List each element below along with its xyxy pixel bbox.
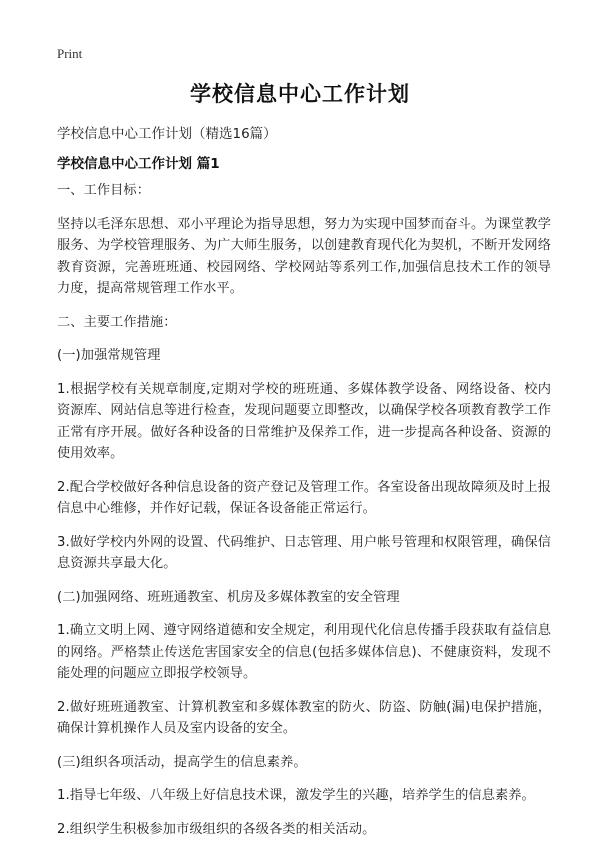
paragraph-subsection-2: (二)加强网络、班班通教室、机房及多媒体教室的安全管理 (57, 589, 400, 605)
paragraph-item: 1.确立文明上网、遵守网络道德和安全规定，利用现代化信息传播手段获取有益信息的网络。严格禁止传送危害国家安全的信息(包括多媒体信息)、不健康资料，发现不能处理的问题应立即报学校领导。 (57, 623, 551, 681)
paragraph-goal-text: 坚持以毛泽东思想、邓小平理论为指导思想，努力为实现中国梦而奋斗。为课堂教学服务、为学校管理服务、为广大师生服务，以创建教育现代化为契机，不断开发网络教育资源，完善班班通、校园网络、学校网站等系列工作,加强信息技术工作的领导力度，提高常规管理工作水平。 (57, 216, 551, 296)
paragraph-subsection-3: (三)组织各项活动，提高学生的信息素养。 (57, 754, 307, 770)
paragraph-item: 2.配合学校做好各种信息设备的资产登记及管理工作。各室设备出现故障须及时上报信息中心维修，并作好记载，保证各设备能正常运行。 (57, 479, 551, 516)
document-body (57, 180, 551, 852)
paragraph-item: 1.指导七年级、八年级上好信息技术课，激发学生的兴趣，培养学生的信息素养。 (57, 788, 535, 803)
paragraph-item: 1.根据学校有关规章制度,定期对学校的班班通、多媒体教学设备、网络设备、校内资源库、网站信息等进行检查，发现问题要立即整改，以确保学校各项教育教学工作正常有序开展。做好各种设备的日常维护及保养工作，进一步提高各种设备、资源的使用效率。 (57, 381, 551, 461)
paragraph-item: 2.做好班班通教室、计算机教室和多媒体教室的防火、防盗、防触(漏)电保护措施，确保计算机操作人员及室内设备的安全。 (57, 699, 551, 736)
paragraph-item: 2.组织学生积极参加市级组织的各级各类的相关活动。 (57, 821, 376, 837)
print-link[interactable]: Print (57, 46, 83, 61)
paragraph-subsection-1: (一)加强常规管理 (57, 348, 161, 363)
paragraph-item: 3.做好学校内外网的设置、代码维护、日志管理、用户帐号管理和权限管理，确保信息资源共享最大化。 (57, 534, 551, 571)
page-title: 学校信息中心工作计划 (190, 82, 410, 106)
document-subtitle: 学校信息中心工作计划（精选16篇） (57, 126, 277, 142)
paragraph-goal-heading: 一、工作目标： (57, 183, 151, 198)
paragraph-measures-heading: 二、主要工作措施： (57, 314, 177, 330)
section-heading: 学校信息中心工作计划 篇1 (57, 156, 220, 172)
